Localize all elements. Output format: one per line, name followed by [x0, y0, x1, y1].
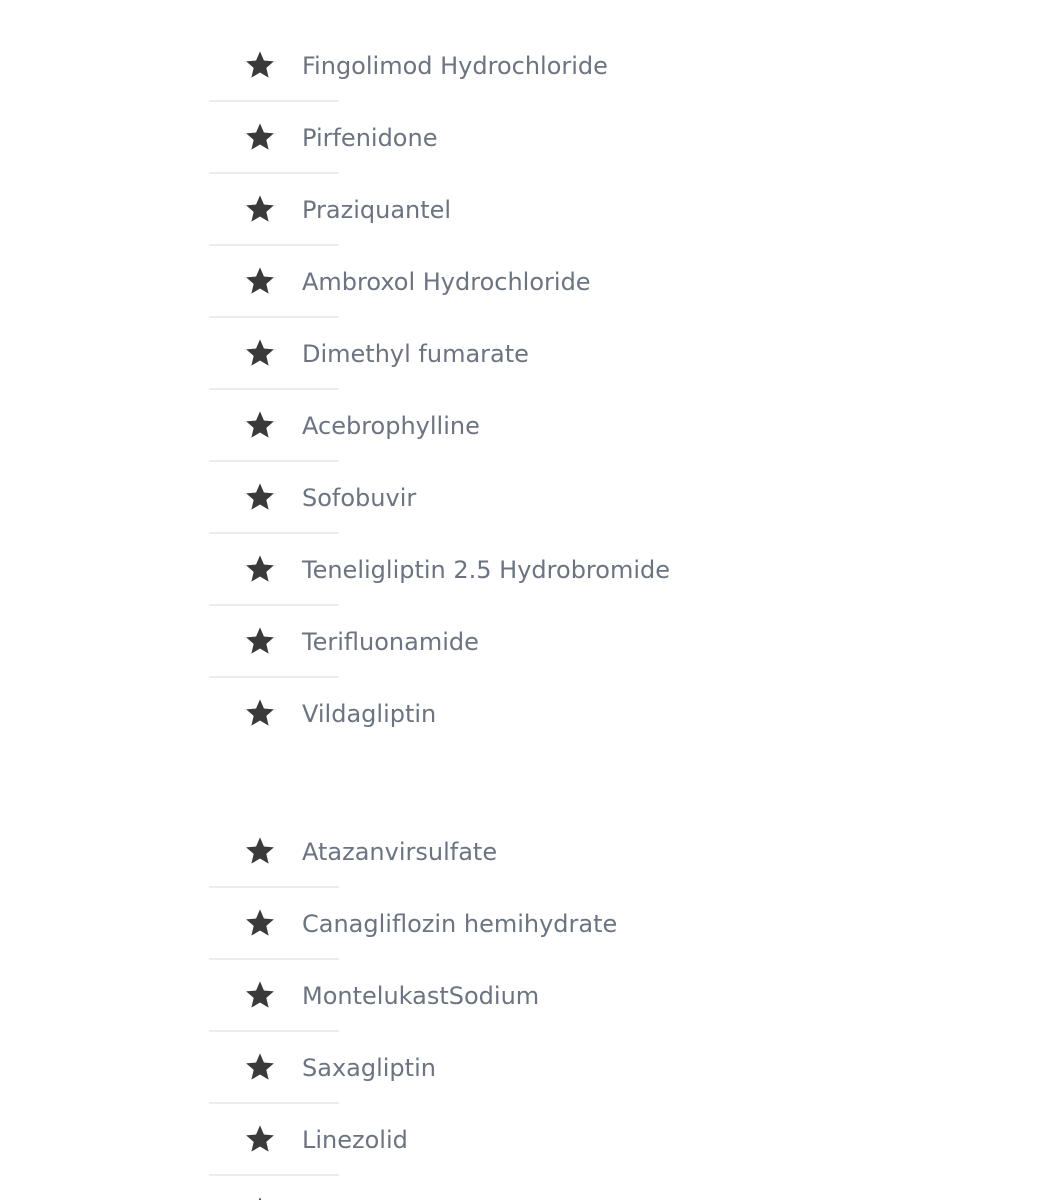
- list-item: [209, 174, 909, 246]
- list-item-label: Teneligliptin 2.5 Hydrobromide: [302, 556, 670, 584]
- list-item: [209, 678, 909, 750]
- star-icon: [244, 120, 276, 152]
- list-item-label: Saxagliptin: [302, 1054, 436, 1082]
- list-item-label: Dimethyl fumarate: [302, 340, 529, 368]
- star-icon: [244, 906, 276, 938]
- list-item: [209, 816, 909, 888]
- star-icon: [244, 1050, 276, 1082]
- list-item-label: MontelukastSodium: [302, 982, 540, 1010]
- star-icon: [244, 48, 276, 80]
- list-item: [209, 462, 909, 534]
- star-icon: [244, 480, 276, 512]
- list-item: [209, 30, 909, 102]
- star-icon: [244, 552, 276, 584]
- list-item-label: Praziquantel: [302, 196, 452, 224]
- list-item-label: Terifluonamide: [302, 628, 479, 656]
- list-item: [209, 534, 909, 606]
- list-item-label: Fingolimod Hydrochloride: [302, 52, 608, 80]
- star-icon: [244, 264, 276, 296]
- list-item-label: Pirfenidone: [302, 124, 438, 152]
- list-item-label: Vildagliptin: [302, 700, 437, 728]
- list-item: [209, 102, 909, 174]
- list-item: [209, 246, 909, 318]
- list-item-label: Acebrophylline: [302, 412, 480, 440]
- list-item: [209, 888, 909, 960]
- list-item: [209, 1104, 909, 1176]
- star-icon: [244, 408, 276, 440]
- list-item: [209, 1032, 909, 1104]
- list-item: [209, 606, 909, 678]
- star-icon: [244, 192, 276, 224]
- star-icon: [244, 336, 276, 368]
- star-icon: [244, 624, 276, 656]
- list-item: [209, 390, 909, 462]
- list-item-label: Canagliflozin hemihydrate: [302, 910, 618, 938]
- list-item-partial: [209, 1194, 909, 1200]
- list-item-label: Linezolid: [302, 1126, 408, 1154]
- star-icon: [244, 1194, 276, 1200]
- product-list-1: [209, 30, 909, 750]
- product-list-2: [209, 816, 909, 1176]
- star-icon: [244, 696, 276, 728]
- star-icon: [244, 834, 276, 866]
- list-item: [209, 960, 909, 1032]
- divider: [209, 1174, 339, 1176]
- star-icon: [244, 1122, 276, 1154]
- list-item: [209, 318, 909, 390]
- star-icon: [244, 978, 276, 1010]
- list-item-label: Atazanvirsulfate: [302, 838, 498, 866]
- list-item-label: Ambroxol Hydrochloride: [302, 268, 591, 296]
- list-item-label: Sofobuvir: [302, 484, 417, 512]
